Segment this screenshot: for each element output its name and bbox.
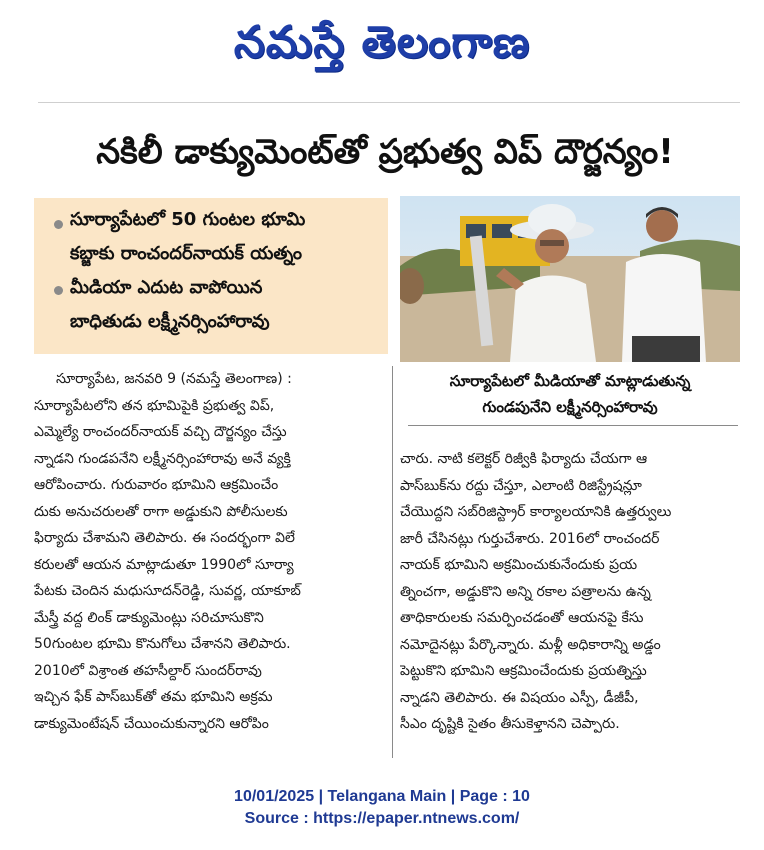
body-line: దుకు అనుచరులతో రాగా అడ్డుకుని పోలీసులకు [34, 503, 288, 520]
body-line: నమోదైనట్లు పేర్కొన్నారు. మళ్లీ అధికారాన్ని అడ్డం [400, 636, 661, 653]
body-line: నాయక్ భూమిని అక్రమించుకునేందుకు ప్రయ [400, 557, 638, 573]
highlight-1-line1: సూర్యాపేటలో 50 గుంటల భూమి [70, 209, 306, 230]
body-line: ఫిర్యాదు చేశామని తెలిపారు. ఈ సందర్భంగా విలే [34, 530, 295, 546]
article-photo [400, 196, 740, 362]
edition-info: 10/01/2025 | Telangana Main | Page : 10 [234, 788, 530, 805]
body-line: సూర్యాపేట, జనవరి 9 (నమస్తే తెలంగాణ) : [56, 371, 292, 387]
highlight-2-line2: బాధితుడు లక్ష్మీనర్సింహారావు [70, 311, 270, 332]
highlights-box [34, 198, 388, 354]
body-line: ఎమ్మెల్యే రాంచందర్‌నాయక్ వచ్చి దౌర్జన్యం చేస్తు [34, 424, 287, 440]
body-line: చారు. నాటి కలెక్టర్ రిజ్వీకి ఫిర్యాదు చేయగా ఆ [400, 451, 648, 467]
body-line: ఇచ్చిన ఫేక్ పాస్‌బుక్‌తో తమ భూమిని అక్రమ [34, 689, 273, 705]
photo-caption-line1: సూర్యాపేటలో మీడియాతో మాట్లాడుతున్న [449, 372, 691, 390]
body-line: 2010లో విశ్రాంత తహసీల్దార్ సుందర్‌రావు [34, 662, 262, 679]
bullet-icon [54, 286, 63, 295]
body-line: జారీ చేసినట్లు గుర్తుచేశారు. 2016లో రాంచందర్ [400, 530, 660, 547]
source-link[interactable]: Source : https://epaper.ntnews.com/ [244, 810, 520, 827]
masthead-divider [38, 102, 740, 103]
body-line: పేటకు చెందిన మధుసూదన్‌రెడ్డి, సువర్ణ, యాకూబ్ [34, 583, 301, 599]
body-line: తాధికారులకు సమర్పించడంతో ఆయనపై కేసు [400, 610, 644, 626]
bullet-icon [54, 220, 63, 229]
body-line: డాక్యుమెంటేషన్ చేయించుకున్నారని ఆరోపిం [34, 715, 269, 732]
body-line: కరులతో ఆయన మాట్లాడుతూ 1990లో సూర్యా [34, 556, 294, 573]
body-line: చేయొద్దని సబ్‌రిజిస్ట్రార్ కార్యాలయానికి ఉత్తర్వులు [400, 504, 672, 520]
body-line: పాస్‌బుక్‌ను రద్దు చేస్తూ, ఎలాంటి రిజిస్ట్రేషన్లూ [400, 477, 642, 494]
highlight-2-line1: మీడియా ఎదుట వాపోయిన [70, 277, 263, 298]
body-line: న్నాడని తెలిపారు. ఈ విషయం ఎస్పీ, డీజీపీ, [400, 689, 639, 706]
caption-divider [408, 425, 738, 426]
masthead-title: నమస్తే తెలంగాణ [233, 17, 531, 68]
photo-caption-line2: గుండపునేని లక్ష్మీనర్సింహారావు [482, 398, 658, 416]
body-line: మేస్త్రీ వద్ద లింక్ డాక్యుమెంట్లు సరిచూసుకొని [34, 609, 264, 626]
article-column-1 [34, 366, 388, 737]
body-line: సీఎం దృష్టికి సైతం తీసుకెళ్తానని చెప్పారు. [400, 716, 620, 732]
highlight-1-line2: కబ్జాకు రాంచందర్‌నాయక్ యత్నం [70, 243, 303, 264]
body-line: సూర్యాపేటలోని తన భూమిపైకి ప్రభుత్వ విప్, [34, 397, 275, 414]
body-line: ఆరోపించారు. గురువారం భూమిని ఆక్రమించేం [34, 477, 279, 493]
column-divider [392, 366, 393, 758]
article-headline: నకిలీ డాక్యుమెంట్‌తో ప్రభుత్వ విప్ దౌర్జన్యం! [96, 132, 674, 172]
body-line: పెట్టుకొని భూమిని ఆక్రమించేందుకు ప్రయత్నిస్తు [400, 663, 647, 679]
masthead [0, 6, 764, 80]
article-column-2 [400, 446, 740, 738]
photo-caption [400, 368, 740, 420]
body-line: న్నాడని గుండపనేని లక్ష్మీనర్సింహారావు అనే వ్యక్తి [34, 450, 291, 467]
body-line: త్నించగా, అడ్డుకొని అన్ని రకాల పత్రాలను ఉన్న [400, 583, 651, 600]
body-line: 50గుంటల భూమి కొనుగోలు చేశానని తెలిపారు. [34, 636, 291, 652]
